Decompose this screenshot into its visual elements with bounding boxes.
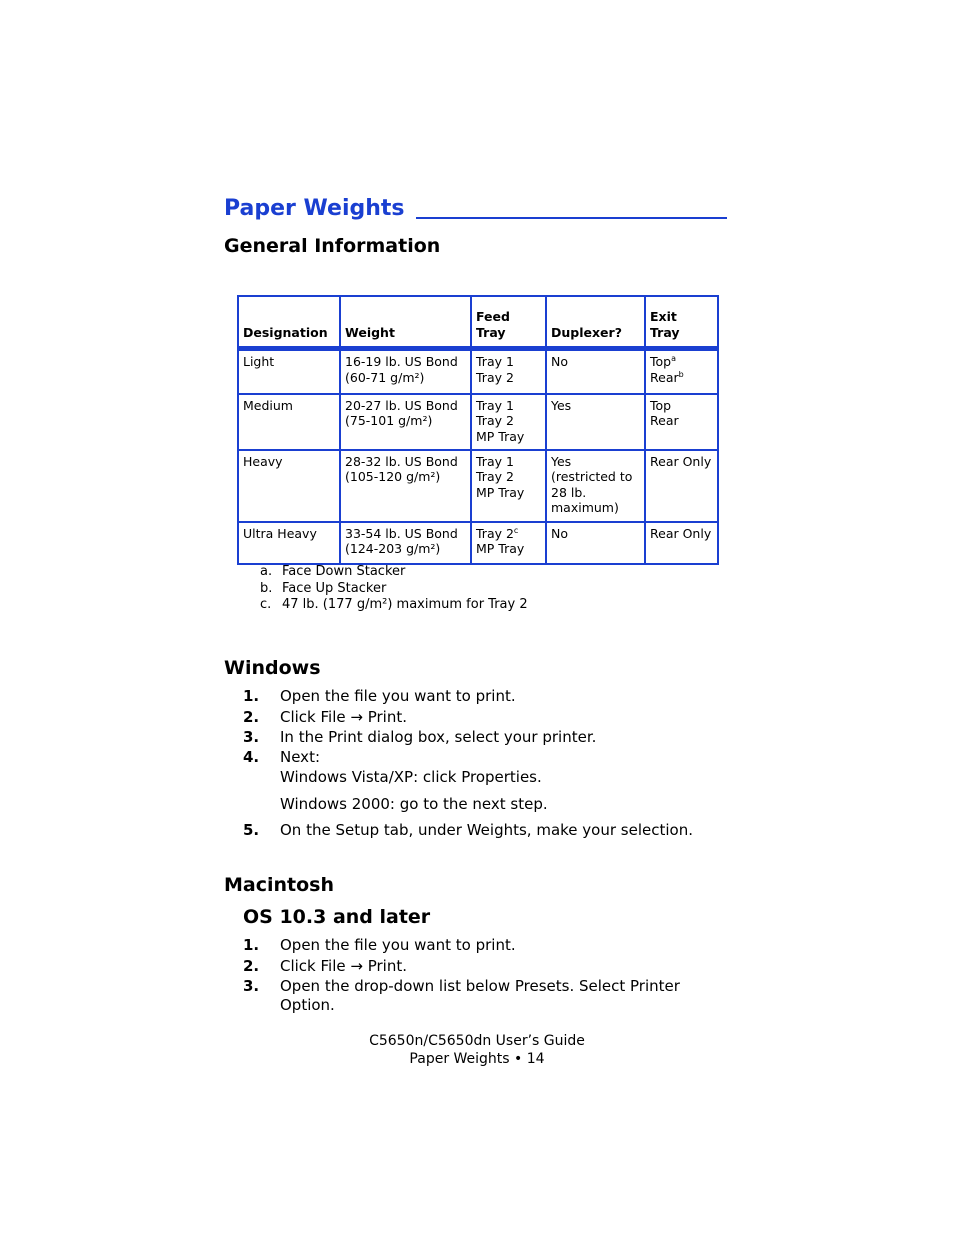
step-text: Open the file you want to print. <box>280 687 516 705</box>
footnote-letter: c. <box>260 597 272 612</box>
step-number: 3. <box>243 977 260 995</box>
cell-weight: 20-27 lb. US Bond (75-101 g/m²) <box>340 394 471 450</box>
step-text: Click File → Print. <box>280 708 407 726</box>
cell-weight: 33-54 lb. US Bond (124-203 g/m²) <box>340 522 471 564</box>
cell-exit: Rear Only <box>645 522 718 564</box>
footer-page-number: Paper Weights • 14 <box>409 1051 545 1067</box>
footnote-marker: b <box>678 369 684 379</box>
cell-feed: Tray 2$^c$ MP Tray <box>471 522 546 564</box>
step-text: Click File → Print. <box>280 957 407 975</box>
table-row <box>238 450 718 522</box>
cell-designation: Heavy <box>238 450 340 522</box>
step-number: 1. <box>243 936 260 954</box>
step-item <box>243 820 763 840</box>
cell-feed: Tray 1 Tray 2 MP Tray <box>471 450 546 522</box>
table-body <box>238 349 718 564</box>
step-text: Next: <box>280 748 320 766</box>
step-item <box>243 995 763 1015</box>
step-item <box>243 976 763 996</box>
footnote-letter: b. <box>260 580 273 596</box>
step-item <box>243 686 763 706</box>
cell-designation: Ultra Heavy <box>238 522 340 564</box>
header-designation: Designation <box>238 296 340 349</box>
table-row <box>238 522 718 564</box>
step-number: 5. <box>243 821 260 839</box>
header-duplexer: Duplexer? <box>546 296 645 349</box>
cell-weight: 28-32 lb. US Bond (105-120 g/m²) <box>340 450 471 522</box>
cell-exit: Top Rear <box>645 394 718 450</box>
footer-guide-title: C5650n/C5650dn User’s Guide <box>369 1033 585 1049</box>
step-item <box>243 935 763 955</box>
footnote-text: Face Up Stacker <box>282 580 387 596</box>
cell-exit: Rear Only <box>645 450 718 522</box>
step-text: Windows 2000: go to the next step. <box>280 795 548 813</box>
section-heading-macintosh: Macintosh <box>224 874 335 896</box>
mac-steps-list <box>243 935 763 1025</box>
step-number: 4. <box>243 748 260 766</box>
step-text: On the Setup tab, under Weights, make your selection. <box>280 821 693 839</box>
step-number: 3. <box>243 728 260 746</box>
step-text: Windows Vista/XP: click Properties. <box>280 768 542 786</box>
step-item <box>243 956 763 976</box>
windows-steps-list <box>243 686 763 846</box>
step-item <box>243 747 763 767</box>
cell-duplexer: Yes <box>546 394 645 450</box>
footnote-marker: a <box>671 353 676 363</box>
step-text: Option. <box>280 996 335 1014</box>
table-row <box>238 349 718 394</box>
subsection-heading-os: OS 10.3 and later <box>243 906 431 928</box>
step-text: Open the file you want to print. <box>280 936 516 954</box>
step-number: 2. <box>243 957 260 975</box>
step-item <box>243 767 763 787</box>
step-item <box>243 727 763 747</box>
footnote-item <box>260 597 528 612</box>
cell-designation: Light <box>238 349 340 394</box>
cell-designation: Medium <box>238 394 340 450</box>
table-header-row <box>238 296 718 349</box>
section-heading-windows: Windows <box>224 657 321 679</box>
cell-weight: 16-19 lb. US Bond (60-71 g/m²) <box>340 349 471 394</box>
footnote-item <box>260 581 386 596</box>
section-heading-general: General Information <box>224 235 441 257</box>
step-item <box>243 794 763 814</box>
cell-feed: Tray 1 Tray 2 <box>471 349 546 394</box>
step-text: In the Print dialog box, select your printer. <box>280 728 597 746</box>
header-exit-tray: Exit Tray <box>645 296 718 349</box>
cell-duplexer: No <box>546 349 645 394</box>
step-number: 1. <box>243 687 260 705</box>
cell-feed: Tray 1 Tray 2 MP Tray <box>471 394 546 450</box>
cell-duplexer: Yes (restricted to 28 lb. maximum) <box>546 450 645 522</box>
cell-exit: Top$^a$ Rear$^b$ <box>645 349 718 394</box>
page-title: Paper Weights <box>224 196 405 221</box>
step-number: 2. <box>243 708 260 726</box>
cell-duplexer: No <box>546 522 645 564</box>
header-weight: Weight <box>340 296 471 349</box>
footnote-letter: a. <box>260 564 273 579</box>
paper-weights-table <box>237 295 719 565</box>
header-feed-tray: Feed Tray <box>471 296 546 349</box>
step-text: Open the drop-down list below Presets. Select Printer <box>280 977 680 995</box>
footnote-text: Face Down Stacker <box>282 564 406 579</box>
title-rule <box>416 217 727 219</box>
footnote-marker: c <box>513 525 519 535</box>
footnote-text: 47 lb. (177 g/m²) maximum for Tray 2 <box>282 597 528 612</box>
footnote-item <box>260 564 405 579</box>
step-item <box>243 707 763 727</box>
table-row <box>238 394 718 450</box>
